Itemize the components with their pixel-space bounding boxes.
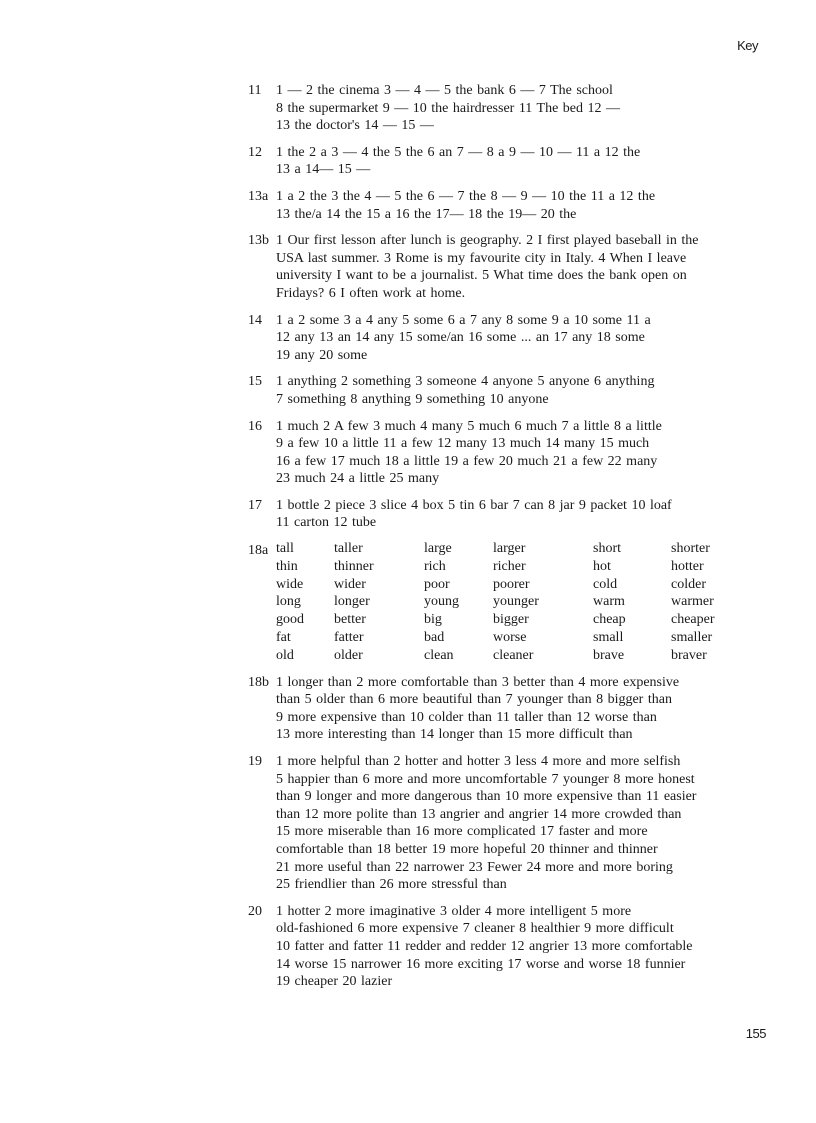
answer-line: 13 a 14— 15 — (276, 162, 371, 178)
page-number: 155 (745, 1026, 766, 1041)
exercise-18b (248, 674, 758, 744)
adjective-cell: wide (276, 576, 304, 592)
comparative-cell: braver (671, 647, 707, 663)
comparative-cell: older (334, 647, 363, 663)
adjective-cell: poor (424, 576, 450, 592)
exercise-12 (248, 144, 758, 179)
answer-line: 1 a 2 some 3 a 4 any 5 some 6 a 7 any 8 some 9 a 10 some 11 a (276, 312, 651, 328)
adjective-cell: good (276, 612, 304, 628)
exercise-number: 18a (248, 543, 269, 559)
answer-line: 23 much 24 a little 25 many (276, 471, 440, 487)
answer-line: than 5 older than 6 more beautiful than 7 younger than 8 bigger than (276, 692, 672, 708)
answer-line: 9 more expensive than 10 colder than 11 taller than 12 worse than (276, 709, 657, 725)
exercise-number: 17 (248, 497, 262, 513)
comparative-cell: wider (334, 576, 366, 592)
answer-line: USA last summer. 3 Rome is my favourite city in Italy. 4 When I leave (276, 250, 687, 266)
adjective-cell: cheap (593, 612, 626, 628)
exercise-11 (248, 82, 758, 135)
answer-line: 1 much 2 A few 3 much 4 many 5 much 6 much 7 a little 8 a little (276, 418, 662, 434)
exercise-13a (248, 188, 758, 223)
adjective-cell: big (424, 612, 442, 628)
answer-line: 12 any 13 an 14 any 15 some/an 16 some ... an 17 any 18 some (276, 330, 645, 346)
answer-line: 1 — 2 the cinema 3 — 4 — 5 the bank 6 — 7 The school (276, 83, 613, 98)
page-header: Key (737, 38, 758, 53)
table-row (276, 648, 751, 666)
answer-line: 1 hotter 2 more imaginative 3 older 4 more intelligent 5 more (276, 903, 632, 919)
exercises-group-before (248, 82, 758, 532)
table-row (276, 541, 751, 559)
exercise-20 (248, 903, 758, 991)
exercise-number: 12 (248, 144, 262, 160)
answer-line: 19 any 20 some (276, 347, 368, 363)
comparative-cell: bigger (493, 612, 529, 628)
exercise-number: 11 (248, 83, 262, 98)
answer-key-content (248, 82, 758, 1000)
answer-line: 10 fatter and fatter 11 redder and redder 12 angrier 13 more comfortable (276, 938, 693, 954)
comparatives-table (276, 541, 751, 666)
comparative-cell: colder (671, 576, 706, 592)
comparative-cell: larger (493, 541, 526, 557)
answer-line: 19 cheaper 20 lazier (276, 974, 393, 990)
answer-line: Fridays? 6 I often work at home. (276, 285, 466, 301)
adjective-cell: old (276, 647, 294, 663)
table-row (276, 577, 751, 595)
comparative-cell: younger (493, 594, 539, 610)
answer-line: 1 longer than 2 more comfortable than 3 better than 4 more expensive (276, 674, 680, 690)
answer-line: 1 a 2 the 3 the 4 — 5 the 6 — 7 the 8 — 9 — 10 the 11 a 12 the (276, 188, 656, 204)
adjective-cell: young (424, 594, 459, 610)
adjective-cell: hot (593, 558, 611, 574)
table-row (276, 630, 751, 648)
answer-line: 9 a few 10 a little 11 a few 12 many 13 much 14 many 15 much (276, 436, 650, 452)
comparative-cell: thinner (334, 558, 374, 574)
adjective-cell: short (593, 541, 621, 557)
comparative-cell: hotter (671, 558, 704, 574)
comparative-cell: cheaper (671, 612, 715, 628)
exercise-number: 18b (248, 674, 269, 690)
table-row (276, 612, 751, 630)
adjective-cell: cold (593, 576, 618, 592)
answer-line: 14 worse 15 narrower 16 more exciting 17 worse and worse 18 funnier (276, 956, 686, 972)
adjective-cell: rich (424, 558, 446, 574)
exercise-18a (248, 541, 758, 666)
table-row (276, 594, 751, 612)
answer-line: 7 something 8 anything 9 something 10 anyone (276, 391, 549, 407)
exercise-number: 13a (248, 188, 269, 204)
answer-line: 1 anything 2 something 3 someone 4 anyone 5 anyone 6 anything (276, 374, 655, 390)
exercise-15 (248, 373, 758, 408)
answer-line: 1 Our first lesson after lunch is geography. 2 I first played baseball in the (276, 233, 699, 249)
answer-line: 1 bottle 2 piece 3 slice 4 box 5 tin 6 bar 7 can 8 jar 9 packet 10 loaf (276, 497, 672, 513)
answer-line: than 9 longer and more dangerous than 10 more expensive than 11 easier (276, 789, 697, 805)
comparative-cell: poorer (493, 576, 530, 592)
answer-line: university I want to be a journalist. 5 What time does the bank open on (276, 268, 687, 284)
comparative-cell: fatter (334, 630, 364, 646)
comparative-cell: richer (493, 558, 526, 574)
comparative-cell: warmer (671, 594, 714, 610)
adjective-cell: small (593, 630, 624, 646)
comparative-cell: shorter (671, 541, 710, 557)
answer-line: 25 friendlier than 26 more stressful than (276, 877, 507, 893)
comparative-cell: taller (334, 541, 363, 557)
adjective-cell: brave (593, 647, 625, 663)
comparative-cell: longer (334, 594, 370, 610)
exercise-16 (248, 418, 758, 488)
answer-line: 8 the supermarket 9 — 10 the hairdresser 11 The bed 12 — (276, 100, 621, 116)
answer-line: 16 a few 17 much 18 a little 19 a few 20 much 21 a few 22 many (276, 453, 658, 469)
exercise-19 (248, 753, 758, 894)
exercise-number: 13b (248, 233, 269, 249)
answer-line: 15 more miserable than 16 more complicated 17 faster and more (276, 824, 648, 840)
answer-line: 13 more interesting than 14 longer than 15 more difficult than (276, 727, 633, 743)
answer-line: 13 the/a 14 the 15 a 16 the 17— 18 the 19— 20 the (276, 206, 577, 222)
answer-line: 5 happier than 6 more and more uncomfortable 7 younger 8 more honest (276, 771, 695, 787)
adjective-cell: long (276, 594, 301, 610)
comparative-cell: worse (493, 630, 527, 646)
exercise-number: 15 (248, 374, 262, 390)
answer-line: than 12 more polite than 13 angrier and angrier 14 more crowded than (276, 806, 682, 822)
exercises-group-after (248, 674, 758, 991)
answer-line: 1 more helpful than 2 hotter and hotter 3 less 4 more and more selfish (276, 754, 681, 770)
exercise-number: 20 (248, 903, 262, 919)
adjective-cell: tall (276, 541, 294, 557)
exercise-14 (248, 312, 758, 365)
table-row (276, 559, 751, 577)
answer-line: 21 more useful than 22 narrower 23 Fewer 24 more and more boring (276, 859, 673, 875)
comparative-cell: better (334, 612, 366, 628)
adjective-cell: clean (424, 647, 454, 663)
comparative-cell: cleaner (493, 647, 534, 663)
adjective-cell: fat (276, 630, 291, 646)
adjective-cell: large (424, 541, 452, 557)
answer-line: old-fashioned 6 more expensive 7 cleaner 8 healthier 9 more difficult (276, 921, 674, 937)
answer-line: comfortable than 18 better 19 more hopeful 20 thinner and thinner (276, 841, 658, 857)
exercise-number: 19 (248, 754, 262, 770)
answer-line: 11 carton 12 tube (276, 515, 377, 531)
adjective-cell: bad (424, 630, 445, 646)
comparative-cell: smaller (671, 630, 713, 646)
adjective-cell: thin (276, 558, 298, 574)
adjective-cell: warm (593, 594, 625, 610)
answer-line: 1 the 2 a 3 — 4 the 5 the 6 an 7 — 8 a 9 — 10 — 11 a 12 the (276, 144, 641, 160)
exercise-13b (248, 232, 758, 302)
answer-line: 13 the doctor's 14 — 15 — (276, 118, 434, 134)
exercise-number: 14 (248, 312, 262, 328)
exercise-17 (248, 497, 758, 532)
exercise-number: 16 (248, 418, 262, 434)
